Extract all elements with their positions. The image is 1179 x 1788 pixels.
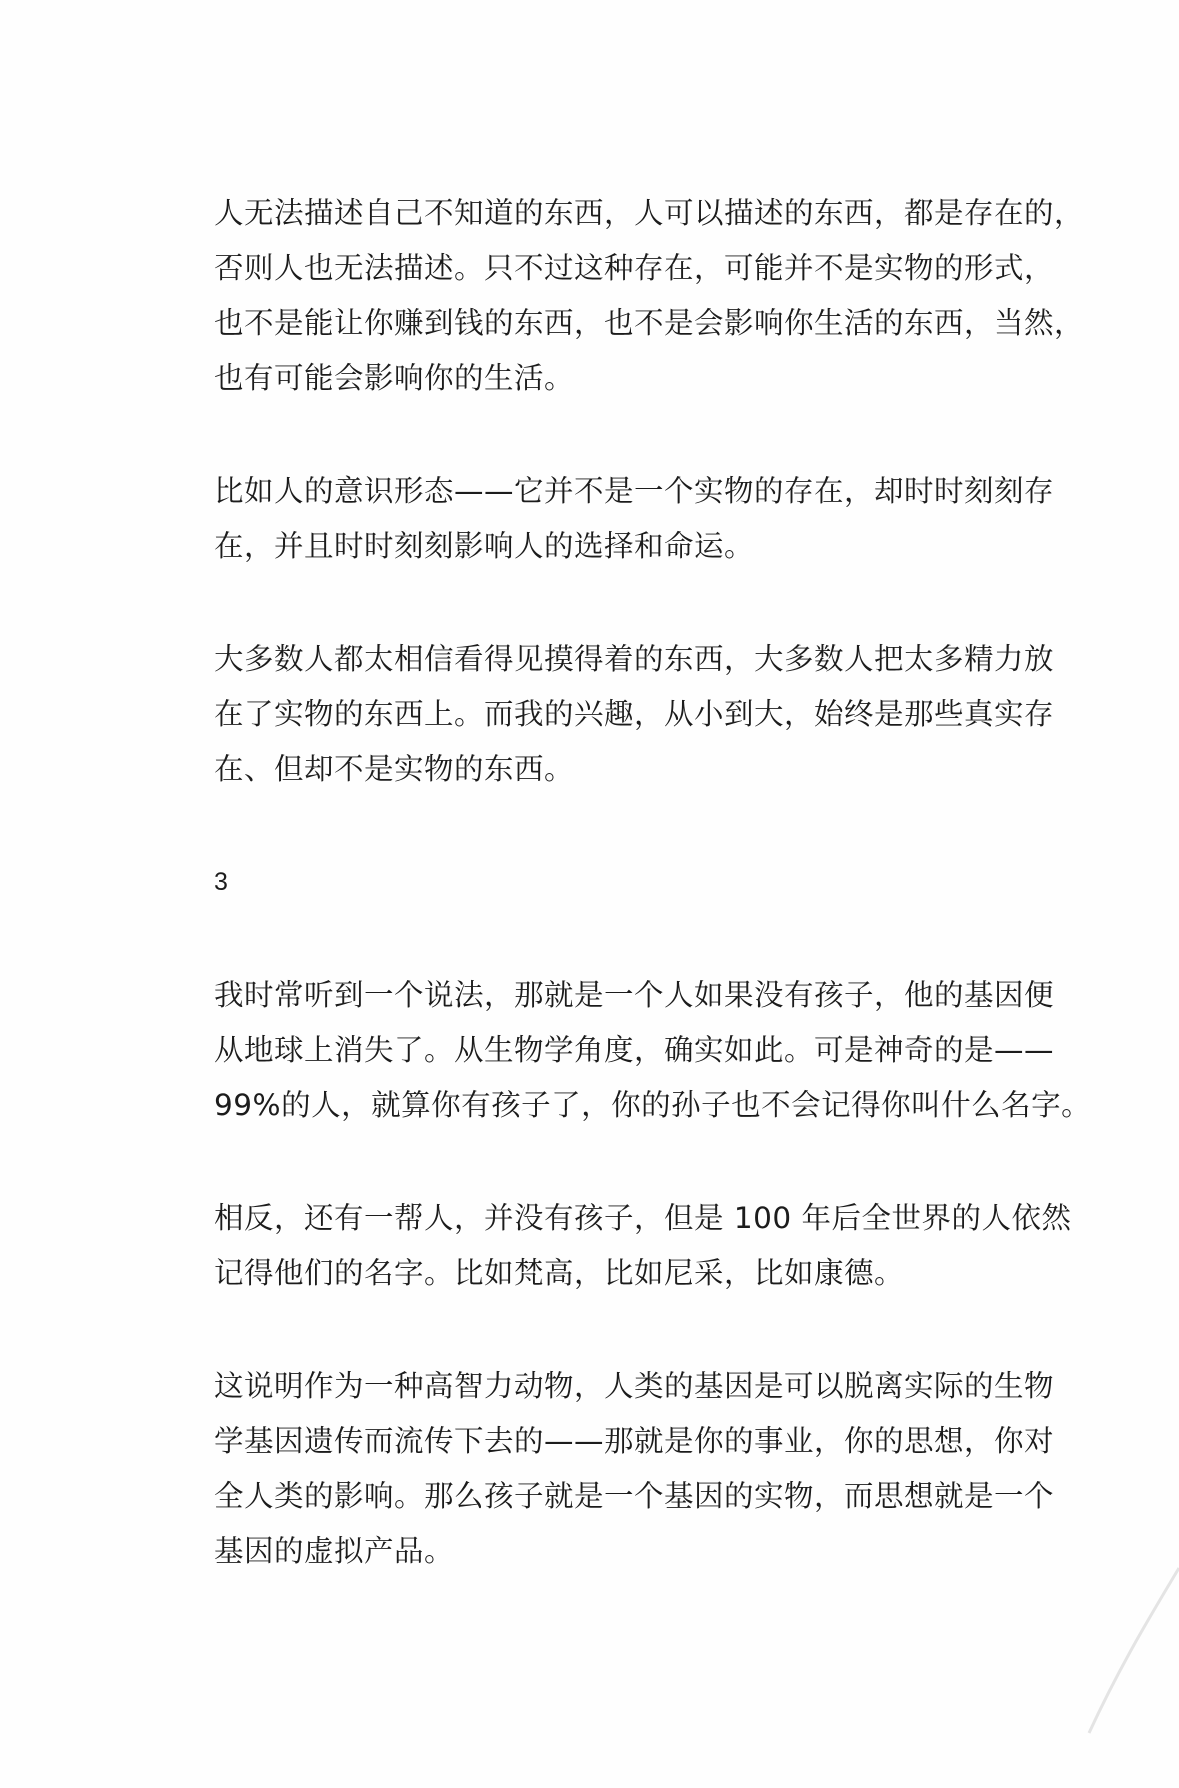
- text-line: 也不是能让你赚到钱的东西，也不是会影响你生活的东西，当然，: [214, 306, 1085, 340]
- paragraph-3: [214, 632, 1074, 797]
- paragraph-spacer: [214, 1133, 1074, 1191]
- text-line: 人无法描述自己不知道的东西，人可以描述的东西，都是存在的，: [214, 196, 1085, 230]
- text-line: 在，并且时时刻刻影响人的选择和命运。: [214, 529, 755, 563]
- text-line: 全人类的影响。那么孩子就是一个基因的实物，而思想就是一个: [214, 1479, 1055, 1513]
- text-line: 基因的虚拟产品。: [214, 1534, 455, 1568]
- text-line: 否则人也无法描述。只不过这种存在，可能并不是实物的形式，: [214, 251, 1055, 285]
- paragraph-spacer: [214, 574, 1074, 632]
- section-number: 3: [214, 868, 229, 896]
- paragraph-4: [214, 968, 1092, 1133]
- paragraph-5: [214, 1191, 1074, 1301]
- paragraph-1: [214, 186, 1085, 406]
- text-line: 学基因遗传而流传下去的——那就是你的事业，你的思想，你对: [214, 1424, 1055, 1458]
- text-line: 大多数人都太相信看得见摸得着的东西，大多数人把太多精力放: [214, 642, 1055, 676]
- text-line: 这说明作为一种高智力动物，人类的基因是可以脱离实际的生物: [214, 1369, 1055, 1403]
- paragraph-6: [214, 1359, 1074, 1579]
- text-line: 相反，还有一帮人，并没有孩子，但是 100 年后全世界的人依然: [214, 1201, 1072, 1235]
- text-line: 从地球上消失了。从生物学角度，确实如此。可是神奇的是——: [214, 1033, 1055, 1067]
- text-line: 在、但却不是实物的东西。: [214, 752, 575, 786]
- text-line: 99%的人，就算你有孩子了，你的孙子也不会记得你叫什么名字。: [214, 1088, 1092, 1122]
- paragraph-spacer: [214, 797, 1074, 855]
- text-line: 也有可能会影响你的生活。: [214, 361, 575, 395]
- paragraph-spacer: [214, 406, 1074, 464]
- text-line: 比如人的意识形态——它并不是一个实物的存在，却时时刻刻存: [214, 474, 1055, 508]
- text-line: 在了实物的东西上。而我的兴趣，从小到大，始终是那些真实存: [214, 697, 1055, 731]
- scan-edge-mark: [1049, 1558, 1179, 1738]
- text-line: 我时常听到一个说法，那就是一个人如果没有孩子，他的基因便: [214, 978, 1055, 1012]
- paragraph-spacer: [214, 910, 1074, 968]
- document-body: [214, 186, 1092, 1579]
- text-line: 记得他们的名字。比如梵高，比如尼采，比如康德。: [214, 1256, 905, 1290]
- paragraph-2: [214, 464, 1074, 574]
- paragraph-spacer: [214, 1301, 1074, 1359]
